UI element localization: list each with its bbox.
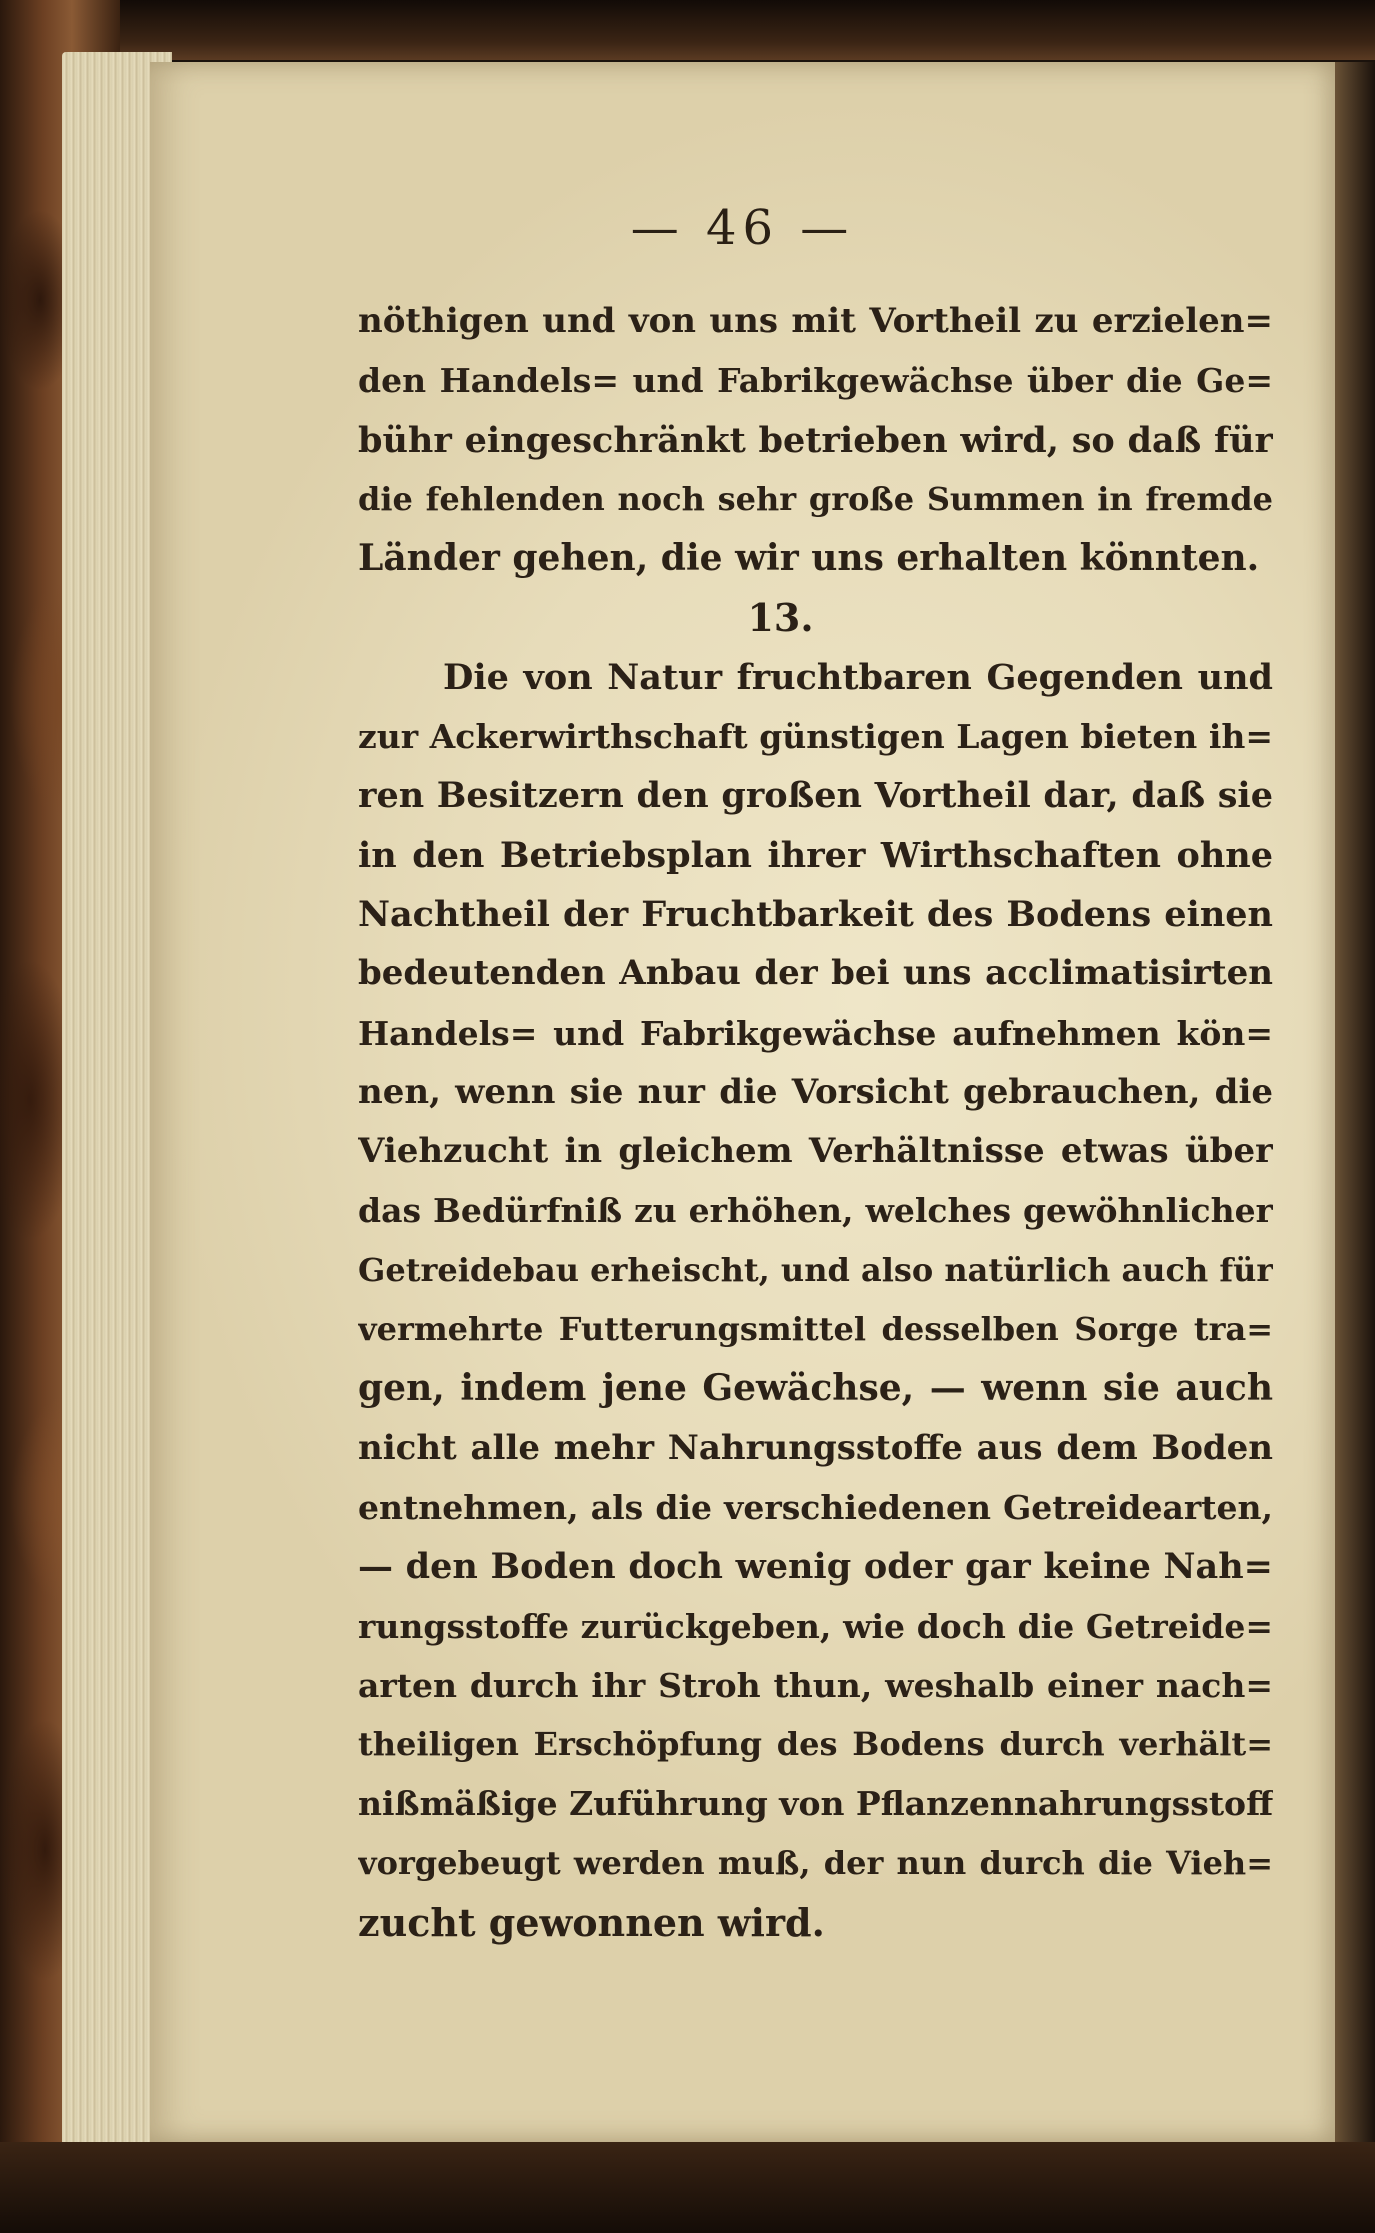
- text-line: — den Boden doch wenig oder gar keine Nah=: [358, 1546, 1273, 1588]
- text-line: die fehlenden noch sehr große Summen in fremde: [358, 479, 1273, 518]
- section-number: 13.: [747, 595, 814, 641]
- text-line: das Bedürfniß zu erhöhen, welches gewöhnlicher: [358, 1191, 1273, 1231]
- text-line: Getreidebau erheischt, und also natürlich auch für: [358, 1250, 1273, 1289]
- text-line: Nachtheil der Fruchtbarkeit des Bodens einen: [358, 893, 1273, 935]
- text-line: ren Besitzern den großen Vortheil dar, daß sie: [358, 775, 1273, 817]
- text-line: Viehzucht in gleichem Verhältnisse etwas über: [358, 1131, 1273, 1172]
- text-line: nicht alle mehr Nahrungsstoffe aus dem Boden: [358, 1427, 1273, 1468]
- text-line: arten durch ihr Stroh thun, weshalb einer nach=: [358, 1665, 1273, 1705]
- paragraph-2: [358, 648, 1273, 1953]
- text-line: vorgebeugt werden muß, der nun durch die Vieh=: [358, 1843, 1273, 1882]
- text-line: entnehmen, als die verschiedenen Getreidearten,: [358, 1487, 1273, 1527]
- page-number: — 46 —: [630, 200, 855, 256]
- text-line: in den Betriebsplan ihrer Wirthschaften ohne: [358, 834, 1273, 876]
- text-line: rungsstoffe zurückgeben, wie doch die Getreide=: [358, 1606, 1273, 1646]
- text-line: Handels= und Fabrikgewächse aufnehmen kön=: [358, 1013, 1273, 1053]
- page-body-text: [358, 292, 1273, 1952]
- text-line: nen, wenn sie nur die Vorsicht gebrauchen, die: [358, 1071, 1273, 1112]
- page-gutter-shadow: [1335, 62, 1375, 2142]
- text-line: nißmäßige Zuführung von Pflanzennahrungsstoff: [358, 1784, 1273, 1824]
- text-line: gen, indem jene Gewächse, — wenn sie auch: [358, 1367, 1273, 1410]
- text-line: zucht gewonnen wird.: [358, 1900, 825, 1946]
- text-line: zur Ackerwirthschaft günstigen Lagen bieten ih=: [358, 717, 1273, 757]
- book-cover-top-edge: [0, 0, 1375, 60]
- text-line: bedeutenden Anbau der bei uns acclimatisirten: [358, 953, 1273, 994]
- text-line: bühr eingeschränkt betrieben wird, so daß für: [358, 419, 1273, 461]
- text-line: Die von Natur fruchtbaren Gegenden und: [443, 656, 1273, 698]
- text-line: Länder gehen, die wir uns erhalten könnten.: [358, 537, 1260, 580]
- paragraph-1: [358, 292, 1273, 588]
- text-line: theiligen Erschöpfung des Bodens durch verhält=: [358, 1725, 1273, 1764]
- text-line: den Handels= und Fabrikgewächse über die Ge=: [358, 361, 1273, 401]
- text-line: nöthigen und von uns mit Vortheil zu erzielen=: [358, 301, 1273, 341]
- book-cover-bottom-edge: [0, 2142, 1375, 2233]
- text-line: vermehrte Futterungsmittel desselben Sorge tra=: [358, 1310, 1273, 1349]
